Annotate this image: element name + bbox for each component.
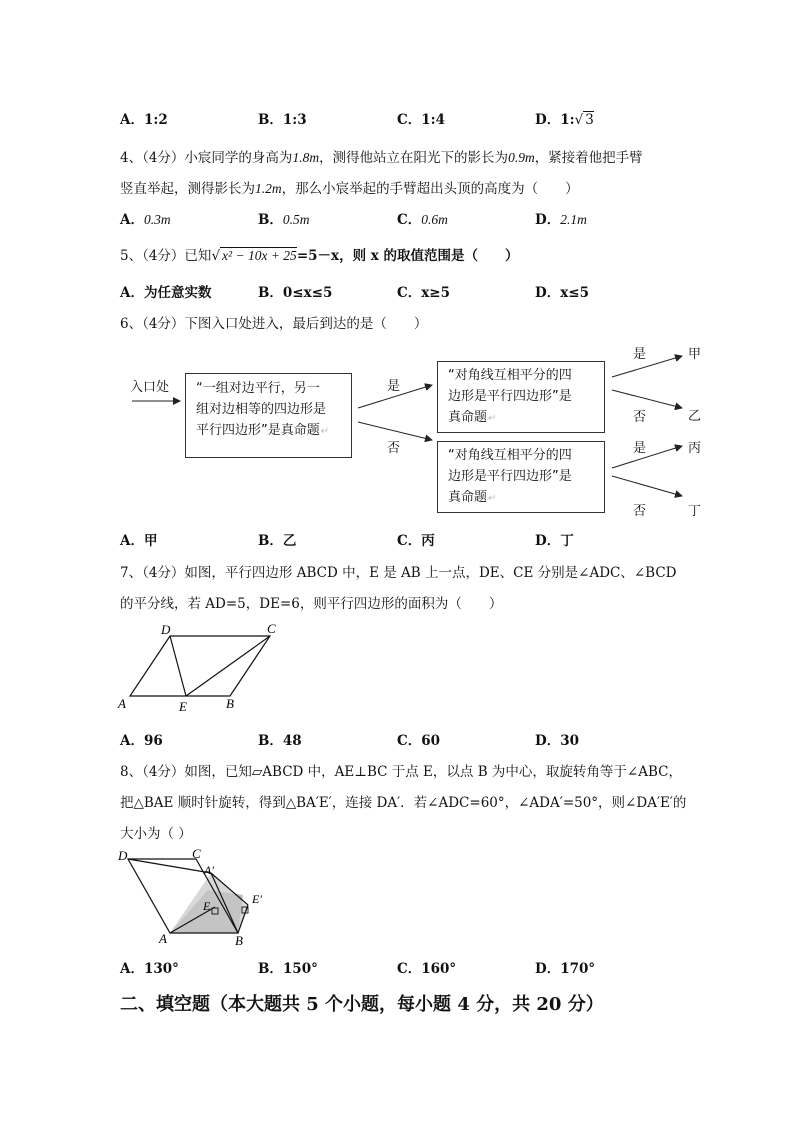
q4-text-c: ，紧接着他把手臂 <box>534 150 643 166</box>
box-line: “一组对边平行，另一 <box>196 381 320 396</box>
box-line <box>448 407 594 429</box>
q8-option-a: A．130° <box>120 961 179 977</box>
q7-option-a: A．96 <box>120 733 163 749</box>
return-mark-icon: ↵ <box>320 426 330 437</box>
opt-unit: m <box>438 212 448 227</box>
q5-suffix: =5－x，则 x 的取值范围是（ ） <box>296 248 519 264</box>
q5-prefix: 5、（4分）已知 <box>120 248 212 264</box>
q4-height: 1.8 <box>292 150 310 165</box>
point-a-label: A <box>118 696 126 711</box>
point-e-label: E <box>203 899 211 913</box>
q3-option-d-label: D．1: <box>535 112 575 128</box>
outcome-jia: 甲 <box>688 347 702 362</box>
opt-unit: m <box>577 212 587 227</box>
q8-rotation-figure <box>115 845 285 950</box>
q5-option-d: D．x≤5 <box>535 285 589 301</box>
q6-option-b: B．乙 <box>258 533 297 549</box>
opt-value: 0.6 <box>421 212 439 227</box>
q8-option-b: B．150° <box>258 961 318 977</box>
sqrt-symbol: √ 3 <box>574 112 594 128</box>
point-c-label: C <box>267 621 276 636</box>
outcome-bing: 丙 <box>688 441 702 456</box>
q5-radicand: x² − 10x + 25 <box>222 248 297 263</box>
q8-line2: 把△BAE 顺时针旋转，得到△BA′E′，连接 DA′．若∠ADC=60°，∠ADA′=50°，则∠DA′E′的 <box>120 795 687 811</box>
flow-box-1 <box>185 373 352 458</box>
point-a-label: A <box>159 931 167 946</box>
q4-text-a: 4、（4分）小宸同学的身高为 <box>120 150 293 166</box>
q7-option-c: C．60 <box>397 733 441 749</box>
box-line-text: 平行四边形”是真命题 <box>196 423 320 438</box>
q3-d-root: 3 <box>585 112 594 128</box>
point-e-label: E <box>179 699 187 714</box>
point-e-prime-label: E′ <box>252 892 262 906</box>
q7-option-b: B．48 <box>258 733 302 749</box>
branch-yes-1: 是 <box>387 379 401 394</box>
point-b-label: B <box>226 696 234 711</box>
q4-text-b: ，测得他站立在阳光下的影长为 <box>319 150 509 166</box>
q4-text-e: ，那么小宸举起的手臂超出头顶的高度为（ ） <box>281 181 579 197</box>
branch-yes-2: 是 <box>633 347 647 362</box>
flow-box-3 <box>437 441 605 513</box>
box-line: “对角线互相平分的四 <box>448 448 572 463</box>
box-line: 组对边相等的四边形是 <box>196 402 327 417</box>
section-heading: 二、填空题（本大题共 5 个小题，每小题 4 分，共 20 分） <box>120 994 604 1015</box>
q3-option-a: A．1:2 <box>120 112 168 128</box>
q6-option-a: A．甲 <box>120 533 158 549</box>
q4-shadow2: 1.2 <box>255 181 272 196</box>
q3-option-b: B．1:3 <box>258 112 307 128</box>
box-line: “对角线互相平分的四 <box>448 368 572 383</box>
box-line <box>448 487 594 509</box>
opt-value: 2.1 <box>560 212 578 227</box>
q6-option-d: D．丁 <box>535 533 574 549</box>
q4-text-d: 竖直举起，测得影长为 <box>120 181 255 197</box>
return-mark-icon: ↵ <box>488 493 497 504</box>
branch-no-1: 否 <box>387 441 401 456</box>
q5-option-c: C．x≥5 <box>397 285 450 301</box>
q6-stem: 6、（4分）下图入口处进入，最后到达的是（ ） <box>120 316 428 332</box>
q4-unit: m <box>524 150 535 165</box>
opt-label: A． <box>120 212 144 228</box>
box-line: 边形是平行四边形”是 <box>448 389 572 404</box>
box-line-text: 真命题 <box>448 490 488 505</box>
q4-shadow: 0.9 <box>508 150 525 165</box>
q3-option-c: C．1:4 <box>397 112 446 128</box>
q8-line3: 大小为（ ） <box>120 826 192 842</box>
q4-unit: m <box>271 181 282 196</box>
branch-yes-3: 是 <box>633 441 647 456</box>
opt-value: 0.3 <box>143 212 161 227</box>
q7-option-d: D．30 <box>535 733 579 749</box>
sqrt-symbol: √ x² − 10x + 25 <box>211 248 297 264</box>
opt-unit: m <box>299 212 310 227</box>
q7-parallelogram-figure <box>115 620 295 715</box>
outcome-yi: 乙 <box>688 409 702 424</box>
point-d-label: D <box>161 622 171 637</box>
q4-unit: m <box>309 150 320 165</box>
q8-line1: 8、（4分）如图，已知▱ABCD 中，AE⊥BC 于点 E，以点 B 为中心，取旋转角等于∠ABC， <box>120 764 682 780</box>
point-a-prime-label: A′ <box>204 863 214 877</box>
q6-option-c: C．丙 <box>397 533 435 549</box>
point-c-label: C <box>192 846 201 861</box>
q5-option-a: A．为任意实数 <box>120 285 212 301</box>
opt-label: C． <box>397 212 422 228</box>
q7-line2: 的平分线，若 AD=5，DE=6，则平行四边形的面积为（ ） <box>120 596 503 612</box>
box-line <box>196 420 341 442</box>
opt-label: D． <box>535 212 561 228</box>
flow-box-2 <box>437 361 605 433</box>
box-line: 边形是平行四边形”是 <box>448 469 572 484</box>
q5-option-b: B．0≤x≤5 <box>258 285 333 301</box>
opt-value: 0.5 <box>282 212 300 227</box>
box-line-text: 真命题 <box>448 410 488 425</box>
q8-option-c: C．160° <box>397 961 457 977</box>
q7-line1: 7、（4分）如图，平行四边形 ABCD 中，E 是 AB 上一点，DE、CE 分别是∠ADC、∠BCD <box>120 565 677 581</box>
outcome-ding: 丁 <box>688 504 702 519</box>
branch-no-2: 否 <box>633 410 647 425</box>
point-d-label: D <box>118 848 128 863</box>
q8-option-d: D．170° <box>535 961 596 977</box>
opt-label: B． <box>258 212 283 228</box>
point-b-label: B <box>235 933 243 948</box>
branch-no-3: 否 <box>633 504 647 519</box>
entry-label: 入口处 <box>130 380 170 395</box>
return-mark-icon: ↵ <box>488 413 497 424</box>
opt-unit: m <box>160 212 171 227</box>
